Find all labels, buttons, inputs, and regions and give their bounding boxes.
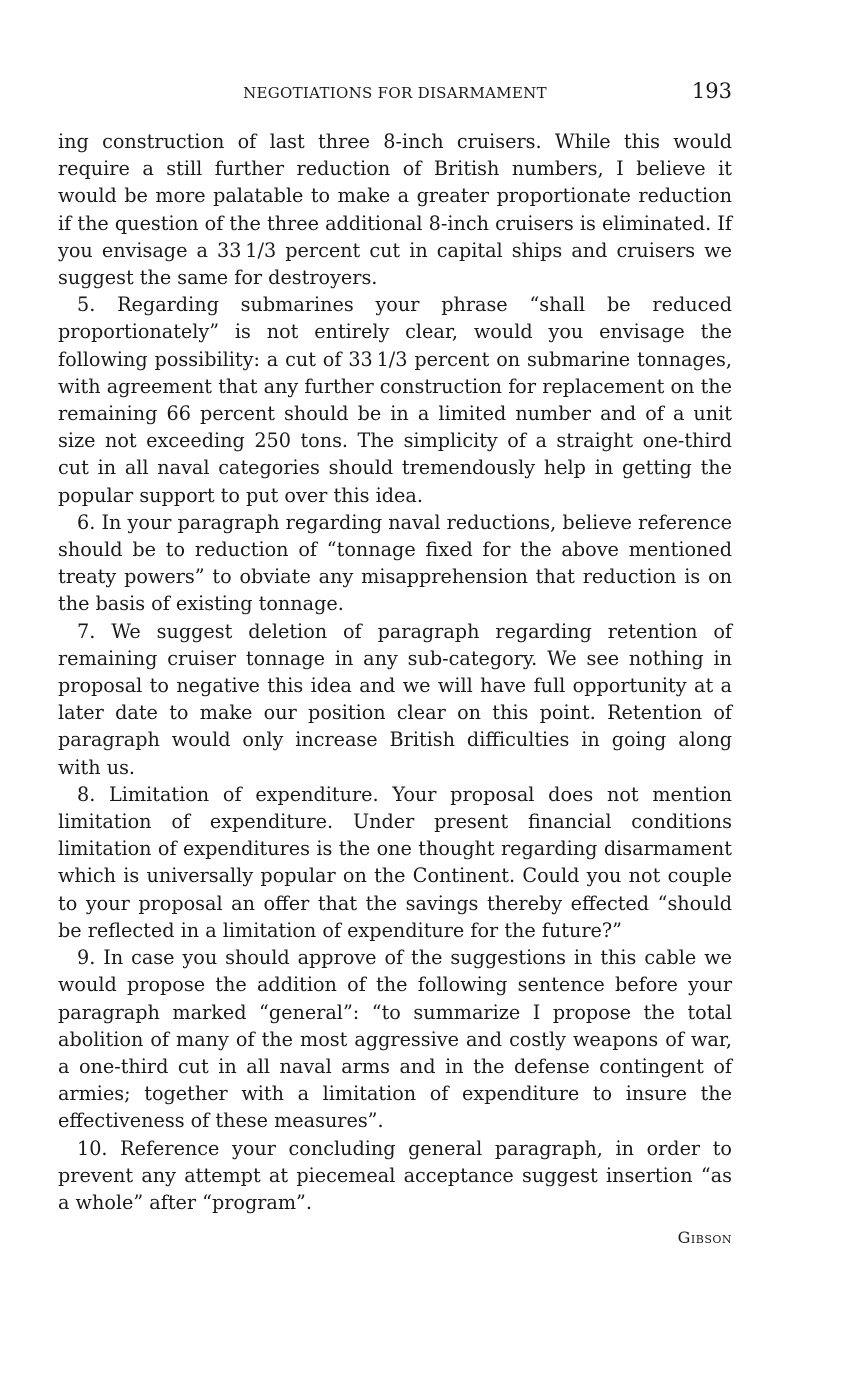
paragraph-8: 8. Limitation of expenditure. Your proposal does not mention limitation of expenditure. Under present financial conditions limitation of expenditures is the one thought regarding disarmament which is universally popular on the Continent. Could you not couple to your proposal an offer that the savings thereby effected “should be reflected in a limitation of expenditure for the future?” — [58, 782, 732, 942]
paragraph-continuation: ing construction of last three 8-inch cruisers. While this would require a still further reduction of British numbers, I believe it would be more palatable to make a greater proportionate reduction if the question of the three additional 8-inch cruisers is eliminated. If you envisage a 33 1/3 percent cut in capital ships and cruisers we suggest the same for destroyers. — [58, 130, 732, 290]
document-page — [58, 76, 732, 1247]
running-header — [58, 76, 732, 108]
paragraph-9: 9. In case you should approve of the suggestions in this cable we would propose the addition of the following sentence before your paragraph marked “general”: “to summarize I propose the total abolition of many of the most aggressive and costly weapons of war, a one-third cut in all naval arms and in the defense contingent of armies; together with a limitation of expenditure to insure the effectiveness of these measures”. — [58, 946, 732, 1133]
page-number: 193 — [691, 79, 732, 103]
paragraph-5: 5. Regarding submarines your phrase “shall be reduced proportionately” is not entirely clear, would you envisage the following possibility: a cut of 33 1/3 percent on submarine tonnages, with agreement that any further construction for replacement on the remaining 66 percent should be in a limited number and of a unit size not exceeding 250 tons. The simplicity of a straight one-third cut in all naval categories should tremendously help in getting the popular support to put over this idea. — [58, 293, 732, 507]
paragraph-10: 10. Reference your concluding general paragraph, in order to prevent any attempt at piecemeal acceptance suggest insertion “as a whole” after “program”. — [58, 1136, 732, 1214]
paragraph-7: 7. We suggest deletion of paragraph regarding retention of remaining cruiser tonnage in any sub-category. We see nothing in proposal to negative this idea and we will have full opportunity at a later date to make our position clear on this point. Retention of paragraph would only increase British difficulties in going along with us. — [58, 619, 732, 779]
running-title: NEGOTIATIONS FOR DISARMAMENT — [243, 84, 547, 102]
body-text — [58, 128, 732, 1216]
signature: Gibson — [677, 1228, 732, 1248]
paragraph-6: 6. In your paragraph regarding naval reductions, believe reference should be to reduction of “tonnage fixed for the above mentioned treaty powers” to obviate any misapprehension that reduction is on the basis of existing tonnage. — [58, 510, 732, 616]
